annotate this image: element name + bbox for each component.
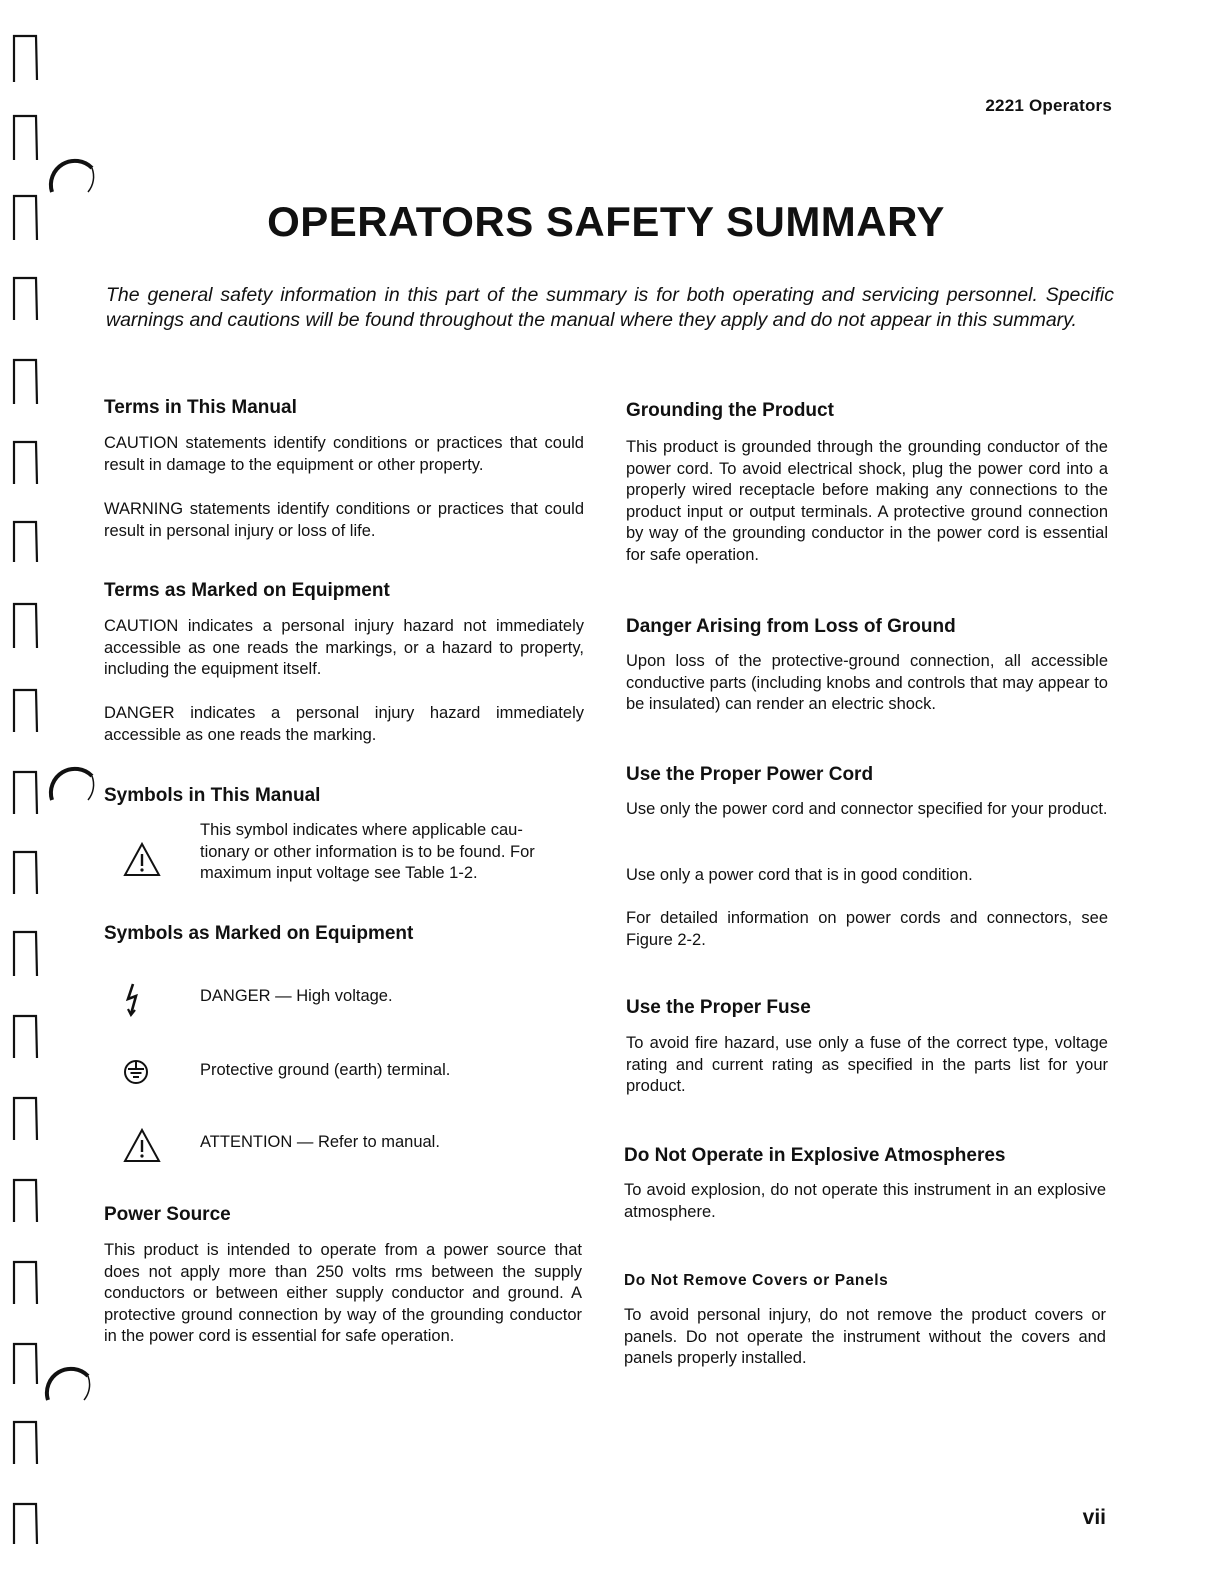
caution-statement-text: CAUTION statements identify conditions or practices that could result in damage to the equipment or other property.	[104, 434, 584, 474]
symbol-item-high-voltage	[104, 980, 584, 1020]
left-column	[104, 0, 584, 1574]
manual-symbol-text-line-2: tionary or other information is to be found. For	[200, 842, 535, 861]
covers-panels-text: To avoid personal injury, do not remove the product covers or panels. Do not operate the instrument without the covers and panels properly installed.	[624, 1306, 1106, 1367]
power-source-heading: Power Source	[104, 1204, 231, 1225]
protective-ground-label: Protective ground (earth) terminal.	[200, 1061, 451, 1079]
power-source-text: This product is intended to operate from a power source that does not apply more than 250 volts rms between the supply conductors or between either supply conductor and ground. A protective ground connection by way of the grounding conductor in the power cord is essential for safe operation.	[104, 1241, 582, 1345]
caution-triangle-icon	[122, 840, 162, 880]
running-head: 2221 Operators	[985, 96, 1112, 115]
terms-in-manual-heading: Terms in This Manual	[104, 397, 297, 418]
manual-symbol-text-line-3: maximum input voltage see Table 1-2.	[200, 864, 478, 882]
explosive-atmospheres-heading: Do Not Operate in Explosive Atmospheres	[624, 1145, 1006, 1166]
explosive-atmospheres-text: To avoid explosion, do not operate this instrument in an explosive atmosphere.	[624, 1181, 1106, 1221]
loss-of-ground-text: Upon loss of the protective-ground connection, all accessible conductive parts (including knobs and controls that may appear to be insulated) can render an electric shock.	[626, 652, 1108, 713]
fuse-text: To avoid fire hazard, use only a fuse of the correct type, voltage rating and current rating as specified in the parts list for your product.	[626, 1034, 1108, 1095]
covers-panels-heading: Do Not Remove Covers or Panels	[624, 1272, 889, 1289]
page-number: vii	[1082, 1506, 1106, 1529]
protective-ground-icon	[116, 1052, 156, 1092]
attention-label: ATTENTION — Refer to manual.	[200, 1133, 440, 1151]
symbols-on-equipment-heading: Symbols as Marked on Equipment	[104, 923, 414, 944]
power-cord-text-2: Use only a power cord that is in good condition.	[626, 866, 973, 884]
high-voltage-label: DANGER — High voltage.	[200, 987, 393, 1005]
manual-symbol-row	[104, 820, 584, 890]
symbol-item-protective-ground	[104, 1052, 584, 1092]
attention-triangle-icon	[122, 1126, 162, 1166]
grounding-text: This product is grounded through the grounding conductor of the power cord. To avoid electrical shock, plug the power cord into a properly wired receptacle before making any connections to the product input or output terminals. A protective ground connection by way of the grounding conductor in the power cord is essential for safe operation.	[626, 438, 1108, 564]
grounding-heading: Grounding the Product	[626, 400, 834, 421]
warning-statement-text: WARNING statements identify conditions or practices that could result in personal injury or loss of life.	[104, 500, 584, 540]
high-voltage-icon	[114, 980, 154, 1020]
page-title: OPERATORS SAFETY SUMMARY	[267, 198, 945, 245]
power-cord-text-3: For detailed information on power cords and connectors, see Figure 2-2.	[626, 909, 1108, 949]
intro-paragraph: The general safety information in this part of the summary is for both operating and servicing personnel. Specific warnings and cautions will be found throughout the manual where they apply and do not appear in this summary.	[106, 284, 1114, 331]
symbol-item-attention	[104, 1124, 584, 1164]
right-column	[624, 0, 1108, 1574]
danger-indicates-text: DANGER indicates a personal injury hazard immediately accessible as one reads the marking.	[104, 704, 584, 744]
power-cord-heading: Use the Proper Power Cord	[626, 764, 874, 785]
caution-indicates-text: CAUTION indicates a personal injury hazard not immediately accessible as one reads the markings, or a hazard to property, including the equipment itself.	[104, 617, 584, 678]
symbols-in-manual-heading: Symbols in This Manual	[104, 785, 321, 806]
manual-symbol-text-line-1: This symbol indicates where applicable cau-	[200, 821, 523, 839]
fuse-heading: Use the Proper Fuse	[626, 997, 811, 1018]
loss-of-ground-heading: Danger Arising from Loss of Ground	[626, 616, 956, 637]
power-cord-text-1: Use only the power cord and connector specified for your product.	[626, 800, 1108, 818]
terms-on-equipment-heading: Terms as Marked on Equipment	[104, 580, 390, 601]
